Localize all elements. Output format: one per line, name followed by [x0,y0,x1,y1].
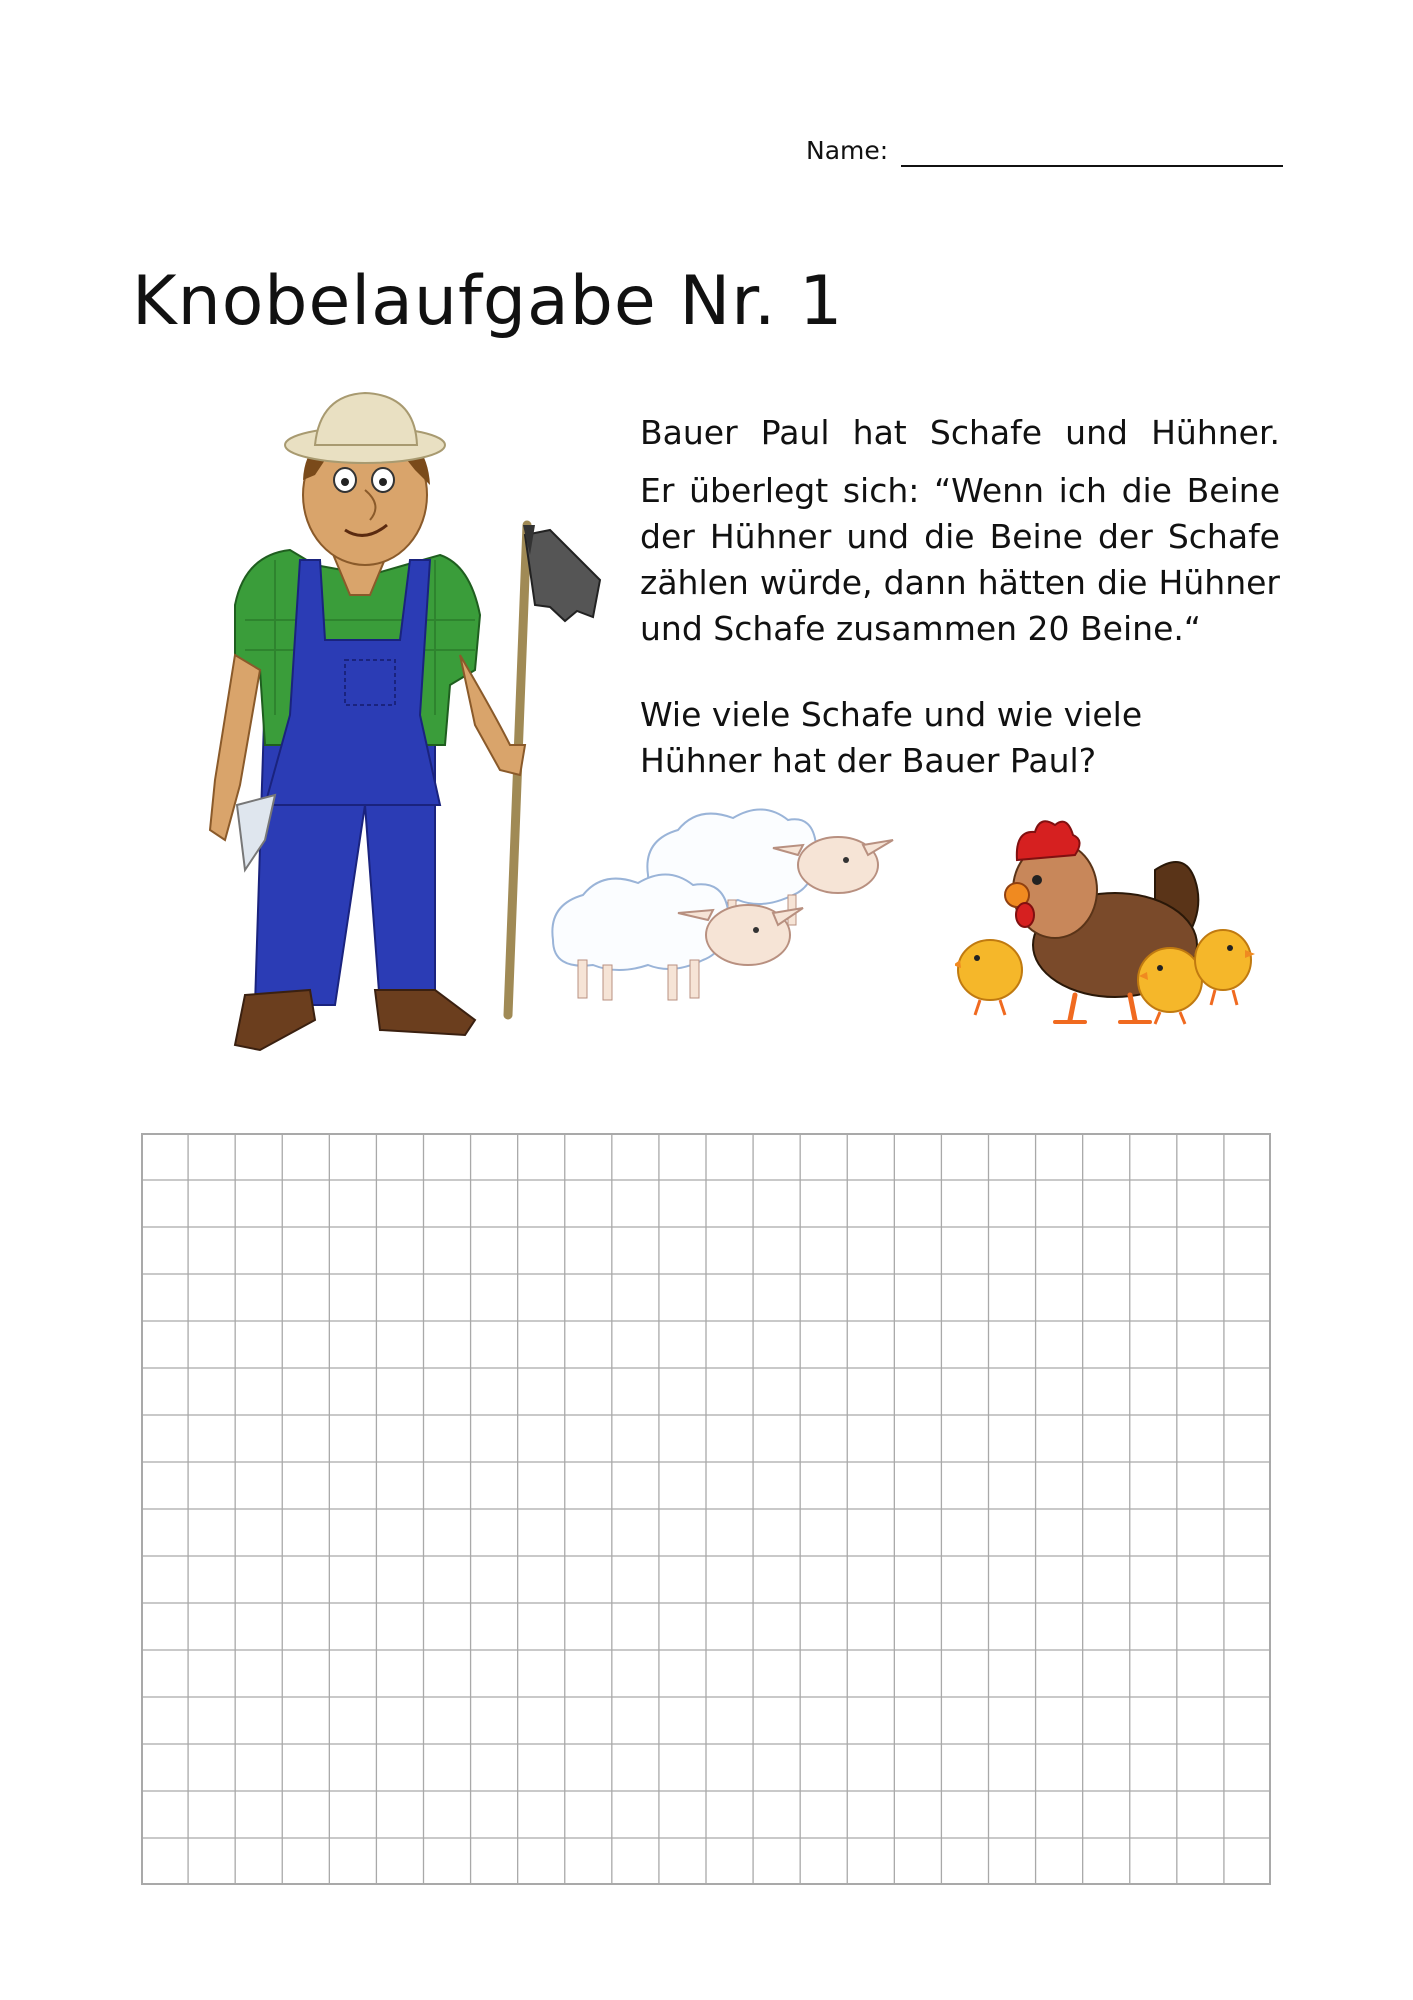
problem-line: Bauer Paul hat Schafe und Hühner. [640,413,1280,452]
name-field[interactable] [806,136,1286,176]
problem-line: der Hühner und die Beine der Schafe [640,517,1280,556]
hen-illustration [955,810,1265,1030]
question-line: Wie viele Schafe und wie viele [640,695,1143,734]
name-input-line[interactable] [901,165,1283,167]
problem-line: und Schafe zusammen 20 Beine.“ [640,609,1201,648]
problem-line: Er überlegt sich: “Wenn ich die Beine [640,471,1280,510]
answer-grid[interactable] [141,1133,1271,1885]
farmer-illustration [205,385,605,1075]
sheep-illustration [548,800,918,1030]
page-title: Knobelaufgabe Nr. 1 [132,262,844,341]
name-label: Name: [806,136,889,165]
question-line: Hühner hat der Bauer Paul? [640,741,1097,780]
problem-text [640,410,1280,784]
problem-line: zählen würde, dann hätten die Hühner [640,563,1280,602]
